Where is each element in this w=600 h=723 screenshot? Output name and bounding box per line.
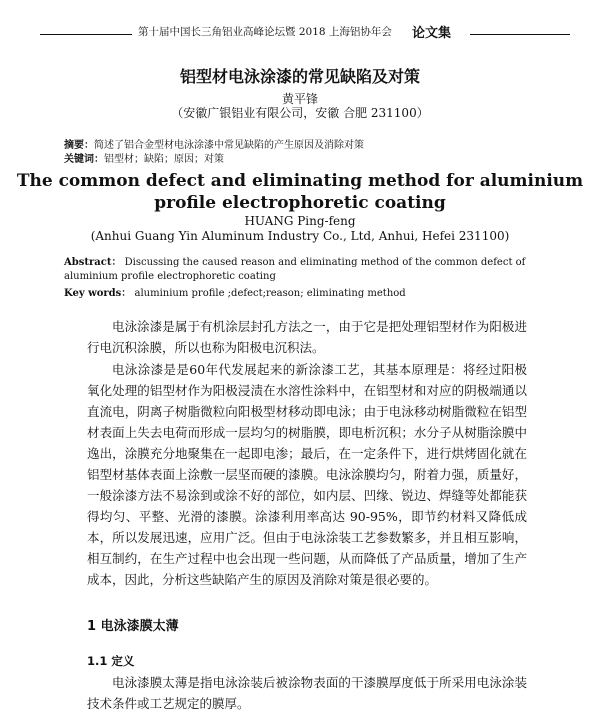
subsection-heading-1-1: 1.1 定义: [87, 654, 135, 668]
header-rule-right: [470, 34, 570, 35]
body-paragraph-2: 电泳涂漆是是60年代发展起来的新涂漆工艺，其基本原理是：将经过阳极氧化处理的铝型材作为阳极浸渍在水溶性涂料中，在铝型材和对应的阴极端通以直流电，阴离子树脂微粒向阳极型材移动即电泳；由于电泳移动树脂微粒在铝型材表面上失去电荷而形成一层均匀的树脂膜，即电析沉积；水分子从树脂涂膜中逸出，涂膜充分地聚集在一起即电渗；最后，在一定条件下，进行烘烤固化就在铝型材基体表面上涂敷一层坚而硬的漆膜。电泳涂膜均匀，附着力强，质量好，一般涂漆方法不易涂到或涂不好的部位，如内层、凹缘、锐边、焊缝等处都能获得均匀、平整、光滑的漆膜。涂漆利用率高达 90-95%，即节约材料又降低成本，所以发展迅速，应用广泛。但由于电泳涂装工艺参数繁多，并且相互影响，相互制约，在生产过程中也会出现一些问题，从而降低了产品质量，增加了生产成本，因此，分析这些缺陷产生的原因及消除对策是很必要的。: [87, 362, 527, 587]
keywords-zh-text: 铝型材；缺陷；原因；对策: [104, 154, 224, 165]
keywords-en-text: aluminium profile ;defect;reason; eliminating method: [134, 288, 406, 299]
paper-title-en: The common defect and eliminating method for aluminium profile electrophoretic coating: [16, 171, 584, 213]
section-heading-1: 1 电泳漆膜太薄: [87, 619, 179, 634]
abstract-zh-text: 简述了铝合金型材电泳涂漆中常见缺陷的产生原因及消除对策: [94, 140, 364, 151]
keywords-en-label: Key words：: [64, 288, 132, 299]
keywords-en: [64, 284, 406, 299]
header-rule-left: [40, 34, 132, 35]
abstract-en-text: Discussing the caused reason and eliminating method of the common defect of aluminium profile electrophoretic coating: [64, 257, 526, 282]
paper-title-zh: 铝型材电泳涂漆的常见缺陷及对策: [179, 67, 420, 86]
affiliation-en: (Anhui Guang Yin Aluminum Industry Co., Ltd, Anhui, Hefei 231100): [90, 229, 510, 243]
body-paragraph-3: 电泳漆膜太薄是指电泳涂装后被涂物表面的干漆膜厚度低于所采用电泳涂装技术条件或工艺规定的膜厚。: [87, 675, 527, 711]
affiliation-zh: （安徽广银铝业有限公司，安徽 合肥 231100）: [171, 106, 429, 120]
header-collection: 论文集: [412, 26, 452, 41]
abstract-zh-label: 摘要：: [64, 140, 94, 151]
keywords-zh: [64, 150, 224, 165]
abstract-en: [64, 256, 534, 284]
abstract-en-label: Abstract：: [64, 257, 122, 268]
author-zh: 黄平锋: [281, 92, 318, 106]
body-paragraph-1: 电泳涂漆是属于有机涂层封孔方法之一，由于它是把处理铝型材作为阳极进行电沉积涂膜，所以也称为阳极电沉积法。: [87, 319, 527, 355]
keywords-zh-label: 关键词：: [64, 154, 104, 165]
running-header: [40, 22, 570, 42]
author-en: HUANG Ping-feng: [244, 214, 356, 228]
abstract-zh: [64, 136, 364, 151]
header-conference: 第十届中国长三角铝业高峰论坛暨 2018 上海铝协年会: [138, 26, 392, 38]
